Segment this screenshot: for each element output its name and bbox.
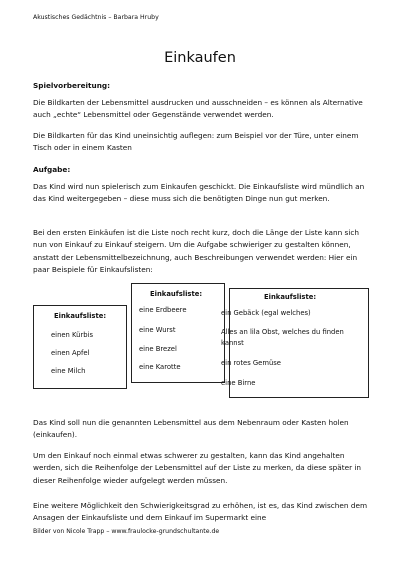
- task-paragraph-3: Das Kind soll nun die genannten Lebensmittel aus dem Nebenraum oder Kasten holen (einkaufen).: [33, 418, 349, 440]
- shopping-list-box-2: [131, 283, 225, 383]
- task-paragraph-4: Um den Einkauf noch einmal etwas schwerer zu gestalten, kann das Kind angehalten werden, sich die Reihenfolge der Lebensmittel auf der Liste zu merken, da diese später in dieser Reihenfolge wieder aufgelegt werden müssen.: [33, 451, 362, 485]
- shopping-list-box-3: [221, 288, 369, 398]
- page-title: Einkaufen: [164, 50, 236, 66]
- list-item: Alles an lila Obst, welches du finden kannst: [221, 328, 344, 347]
- task-heading: Aufgabe:: [33, 165, 71, 174]
- list-item: eine Wurst: [139, 326, 176, 334]
- shopping-list-box-1: [33, 305, 127, 389]
- prep-heading: Spielvorbereitung:: [33, 81, 111, 90]
- list-item: eine Karotte: [139, 363, 181, 371]
- prep-paragraph-2: Die Bildkarten für das Kind uneinsichtig auflegen: zum Beispiel vor der Türe, unter einem Tisch oder in einem Kasten: [33, 131, 359, 153]
- list-item: einen Apfel: [51, 349, 90, 357]
- shopping-list-heading: Einkaufsliste:: [264, 293, 317, 301]
- list-item: ein Gebäck (egal welches): [221, 309, 311, 317]
- task-paragraph-1: Das Kind wird nun spielerisch zum Einkaufen geschickt. Die Einkaufsliste wird mündlich an das Kind weitergegeben – diese muss sich die benötigten Dinge nun gut merken.: [33, 182, 365, 204]
- page-header: Akustisches Gedächtnis – Barbara Hruby: [33, 14, 159, 21]
- shopping-list-heading: Einkaufsliste:: [150, 290, 203, 298]
- list-item: eine Brezel: [139, 345, 177, 353]
- prep-paragraph-1: Die Bildkarten der Lebensmittel ausdrucken und ausschneiden – es können als Alternative auch „echte“ Lebensmittel oder Gegenstände verwendet werden.: [33, 98, 363, 120]
- shopping-list-heading: Einkaufsliste:: [54, 312, 107, 320]
- list-item: eine Milch: [51, 367, 86, 375]
- list-item: einen Kürbis: [51, 331, 93, 339]
- task-paragraph-2: Bei den ersten Einkäufen ist die Liste noch recht kurz, doch die Länge der Liste kann sich nun von Einkauf zu Einkauf steigern. Um die Aufgabe schwieriger zu gestalten können, anstatt der Lebensmittelbezeichnung, auch Beschreibungen verwendet werden: Hier ein paar Beispiele für Einkaufslisten:: [33, 228, 360, 275]
- list-item: ein rotes Gemüse: [221, 359, 281, 367]
- list-item: eine Erdbeere: [139, 306, 187, 314]
- list-item: eine Birne: [221, 379, 256, 387]
- page-footer: Bilder von Nicole Trapp – www.fraulocke-grundschultante.de: [33, 528, 220, 535]
- task-paragraph-5: Eine weitere Möglichkeit den Schwierigkeitsgrad zu erhöhen, ist es, das Kind zwischen dem Ansagen der Einkaufsliste und dem Einkauf im Supermarkt eine: [33, 501, 368, 523]
